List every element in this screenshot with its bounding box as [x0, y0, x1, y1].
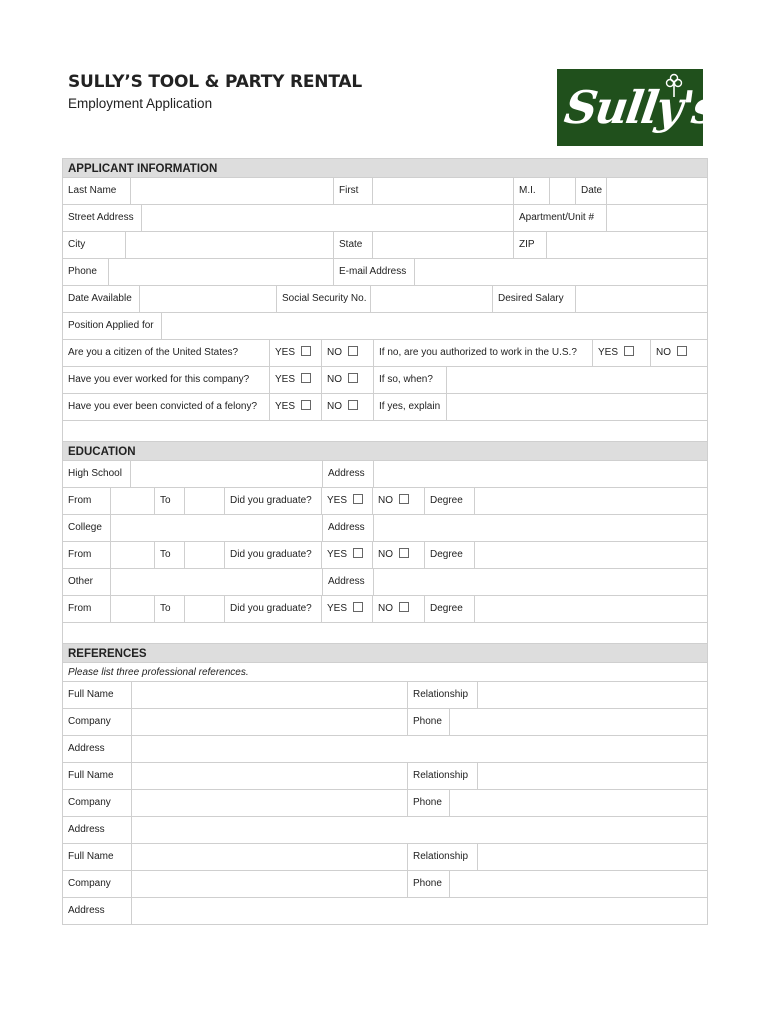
company-name: SULLY’S TOOL & PARTY RENTAL	[68, 72, 362, 92]
checkbox-icon[interactable]	[677, 346, 687, 356]
yes-label: YES	[327, 603, 348, 614]
to-label: To	[155, 542, 185, 568]
row-ref3-company	[62, 871, 708, 898]
row-street	[62, 205, 708, 232]
logo-text: Sully's	[561, 81, 720, 134]
date-field[interactable]	[607, 178, 707, 204]
authorized-no-option[interactable]	[651, 340, 707, 366]
ssn-label: Social Security No.	[277, 286, 371, 312]
from-label: From	[63, 488, 111, 514]
position-label: Position Applied for	[63, 313, 162, 339]
high-school-label: High School	[63, 461, 131, 487]
citizen-no-option[interactable]	[322, 340, 374, 366]
when-field[interactable]	[447, 367, 707, 393]
mi-label: M.I.	[514, 178, 550, 204]
email-field[interactable]	[415, 259, 707, 285]
row-ref3-address	[62, 898, 708, 925]
company-field[interactable]	[132, 790, 408, 816]
high-school-address-label: Address	[323, 461, 374, 487]
address-label: Address	[63, 736, 132, 762]
full-name-field[interactable]	[132, 763, 408, 789]
email-label: E-mail Address	[334, 259, 415, 285]
relationship-label: Relationship	[408, 682, 478, 708]
city-label: City	[63, 232, 126, 258]
row-citizen	[62, 340, 708, 367]
state-field[interactable]	[373, 232, 514, 258]
graduate-yes-option[interactable]	[322, 596, 373, 622]
checkbox-icon[interactable]	[624, 346, 634, 356]
row-worked	[62, 367, 708, 394]
graduate-yes-option[interactable]	[322, 488, 373, 514]
high-school-address-field[interactable]	[374, 461, 707, 487]
full-name-field[interactable]	[132, 682, 408, 708]
date-available-field[interactable]	[140, 286, 277, 312]
references-note: Please list three professional references.	[62, 663, 708, 682]
to-field[interactable]	[185, 488, 225, 514]
college-field[interactable]	[111, 515, 323, 541]
other-field[interactable]	[111, 569, 323, 595]
apt-field[interactable]	[607, 205, 707, 231]
worked-no-option[interactable]	[322, 367, 374, 393]
company-label: Company	[63, 871, 132, 897]
date-label: Date	[576, 178, 607, 204]
authorized-yes-option[interactable]	[593, 340, 651, 366]
row-felony	[62, 394, 708, 421]
checkbox-icon[interactable]	[353, 602, 363, 612]
street-field[interactable]	[142, 205, 514, 231]
no-label: NO	[378, 495, 393, 506]
ssn-field[interactable]	[371, 286, 493, 312]
row-position	[62, 313, 708, 340]
felony-no-option[interactable]	[322, 394, 374, 420]
section-applicant-header: APPLICANT INFORMATION	[62, 158, 708, 178]
phone-field[interactable]	[450, 709, 707, 735]
from-field[interactable]	[111, 488, 155, 514]
relationship-field[interactable]	[478, 763, 707, 789]
row-high-school	[62, 461, 708, 488]
to-label: To	[155, 596, 185, 622]
row-ref3-name	[62, 844, 708, 871]
relationship-field[interactable]	[478, 682, 707, 708]
company-field[interactable]	[132, 709, 408, 735]
date-available-label: Date Available	[63, 286, 140, 312]
section-gap	[62, 421, 708, 441]
full-name-label: Full Name	[63, 844, 132, 870]
full-name-field[interactable]	[132, 844, 408, 870]
section-education-header: EDUCATION	[62, 441, 708, 461]
sullys-logo	[557, 69, 720, 146]
yes-label: YES	[275, 347, 296, 358]
graduate-no-option[interactable]	[373, 596, 425, 622]
company-field[interactable]	[132, 871, 408, 897]
street-label: Street Address	[63, 205, 142, 231]
phone-field[interactable]	[109, 259, 334, 285]
phone-label: Phone	[408, 790, 450, 816]
row-hs-dates	[62, 488, 708, 515]
yes-label: YES	[275, 401, 296, 412]
phone-label: Phone	[408, 709, 450, 735]
checkbox-icon[interactable]	[353, 548, 363, 558]
other-address-label: Address	[323, 569, 374, 595]
degree-label: Degree	[425, 542, 475, 568]
college-address-label: Address	[323, 515, 374, 541]
first-name-field[interactable]	[373, 178, 514, 204]
graduate-question: Did you graduate?	[225, 542, 322, 568]
yes-label: YES	[275, 374, 296, 385]
authorized-question: If no, are you authorized to work in the U.S.?	[374, 340, 593, 366]
row-phone	[62, 259, 708, 286]
checkbox-icon[interactable]	[301, 346, 311, 356]
city-field[interactable]	[126, 232, 334, 258]
shamrock-icon	[665, 73, 683, 99]
from-label: From	[63, 542, 111, 568]
degree-label: Degree	[425, 488, 475, 514]
zip-field[interactable]	[547, 232, 707, 258]
row-availability	[62, 286, 708, 313]
degree-label: Degree	[425, 596, 475, 622]
row-other	[62, 569, 708, 596]
zip-label: ZIP	[514, 232, 547, 258]
row-college	[62, 515, 708, 542]
no-label: NO	[327, 347, 342, 358]
no-label: NO	[656, 347, 671, 358]
phone-field[interactable]	[450, 871, 707, 897]
phone-label: Phone	[408, 871, 450, 897]
worked-yes-option[interactable]	[270, 367, 322, 393]
when-label: If so, when?	[374, 367, 447, 393]
section-gap	[62, 623, 708, 643]
graduate-no-option[interactable]	[373, 542, 425, 568]
graduate-question: Did you graduate?	[225, 488, 322, 514]
explain-label: If yes, explain	[374, 394, 447, 420]
felony-question: Have you ever been convicted of a felony?	[63, 394, 270, 420]
last-name-field[interactable]	[131, 178, 334, 204]
checkbox-icon[interactable]	[399, 548, 409, 558]
apt-label: Apartment/Unit #	[514, 205, 607, 231]
row-ref2-address	[62, 817, 708, 844]
checkbox-icon[interactable]	[301, 400, 311, 410]
company-label: Company	[63, 709, 132, 735]
other-address-field[interactable]	[374, 569, 707, 595]
relationship-label: Relationship	[408, 763, 478, 789]
yes-label: YES	[327, 549, 348, 560]
position-field[interactable]	[162, 313, 707, 339]
yes-label: YES	[598, 347, 619, 358]
yes-label: YES	[327, 495, 348, 506]
company-label: Company	[63, 790, 132, 816]
from-field[interactable]	[111, 542, 155, 568]
checkbox-icon[interactable]	[348, 400, 358, 410]
row-other-dates	[62, 596, 708, 623]
phone-label: Phone	[63, 259, 109, 285]
address-field[interactable]	[132, 898, 707, 924]
full-name-label: Full Name	[63, 682, 132, 708]
checkbox-icon[interactable]	[353, 494, 363, 504]
row-college-dates	[62, 542, 708, 569]
application-form	[62, 158, 708, 925]
citizen-question: Are you a citizen of the United States?	[63, 340, 270, 366]
checkbox-icon[interactable]	[348, 346, 358, 356]
to-label: To	[155, 488, 185, 514]
relationship-field[interactable]	[478, 844, 707, 870]
address-field[interactable]	[132, 736, 707, 762]
graduate-yes-option[interactable]	[322, 542, 373, 568]
college-address-field[interactable]	[374, 515, 707, 541]
row-ref1-address	[62, 736, 708, 763]
address-label: Address	[63, 898, 132, 924]
no-label: NO	[327, 401, 342, 412]
address-field[interactable]	[132, 817, 707, 843]
row-ref1-company	[62, 709, 708, 736]
graduate-no-option[interactable]	[373, 488, 425, 514]
citizen-yes-option[interactable]	[270, 340, 322, 366]
row-name	[62, 178, 708, 205]
checkbox-icon[interactable]	[301, 373, 311, 383]
mi-field[interactable]	[550, 178, 576, 204]
checkbox-icon[interactable]	[399, 602, 409, 612]
row-city	[62, 232, 708, 259]
checkbox-icon[interactable]	[399, 494, 409, 504]
form-header	[68, 72, 362, 111]
college-label: College	[63, 515, 111, 541]
section-references-header: REFERENCES	[62, 643, 708, 663]
salary-field[interactable]	[576, 286, 707, 312]
no-label: NO	[327, 374, 342, 385]
address-label: Address	[63, 817, 132, 843]
degree-field[interactable]	[475, 488, 707, 514]
other-label: Other	[63, 569, 111, 595]
form-subtitle: Employment Application	[68, 96, 213, 111]
to-field[interactable]	[185, 542, 225, 568]
explain-field[interactable]	[447, 394, 707, 420]
worked-question: Have you ever worked for this company?	[63, 367, 270, 393]
relationship-label: Relationship	[408, 844, 478, 870]
row-ref1-name	[62, 682, 708, 709]
salary-label: Desired Salary	[493, 286, 576, 312]
felony-yes-option[interactable]	[270, 394, 322, 420]
row-ref2-name	[62, 763, 708, 790]
degree-field[interactable]	[475, 596, 707, 622]
from-field[interactable]	[111, 596, 155, 622]
state-label: State	[334, 232, 373, 258]
full-name-label: Full Name	[63, 763, 132, 789]
high-school-field[interactable]	[131, 461, 323, 487]
graduate-question: Did you graduate?	[225, 596, 322, 622]
degree-field[interactable]	[475, 542, 707, 568]
phone-field[interactable]	[450, 790, 707, 816]
row-ref2-company	[62, 790, 708, 817]
last-name-label: Last Name	[63, 178, 131, 204]
from-label: From	[63, 596, 111, 622]
first-name-label: First	[334, 178, 373, 204]
checkbox-icon[interactable]	[348, 373, 358, 383]
no-label: NO	[378, 603, 393, 614]
no-label: NO	[378, 549, 393, 560]
to-field[interactable]	[185, 596, 225, 622]
